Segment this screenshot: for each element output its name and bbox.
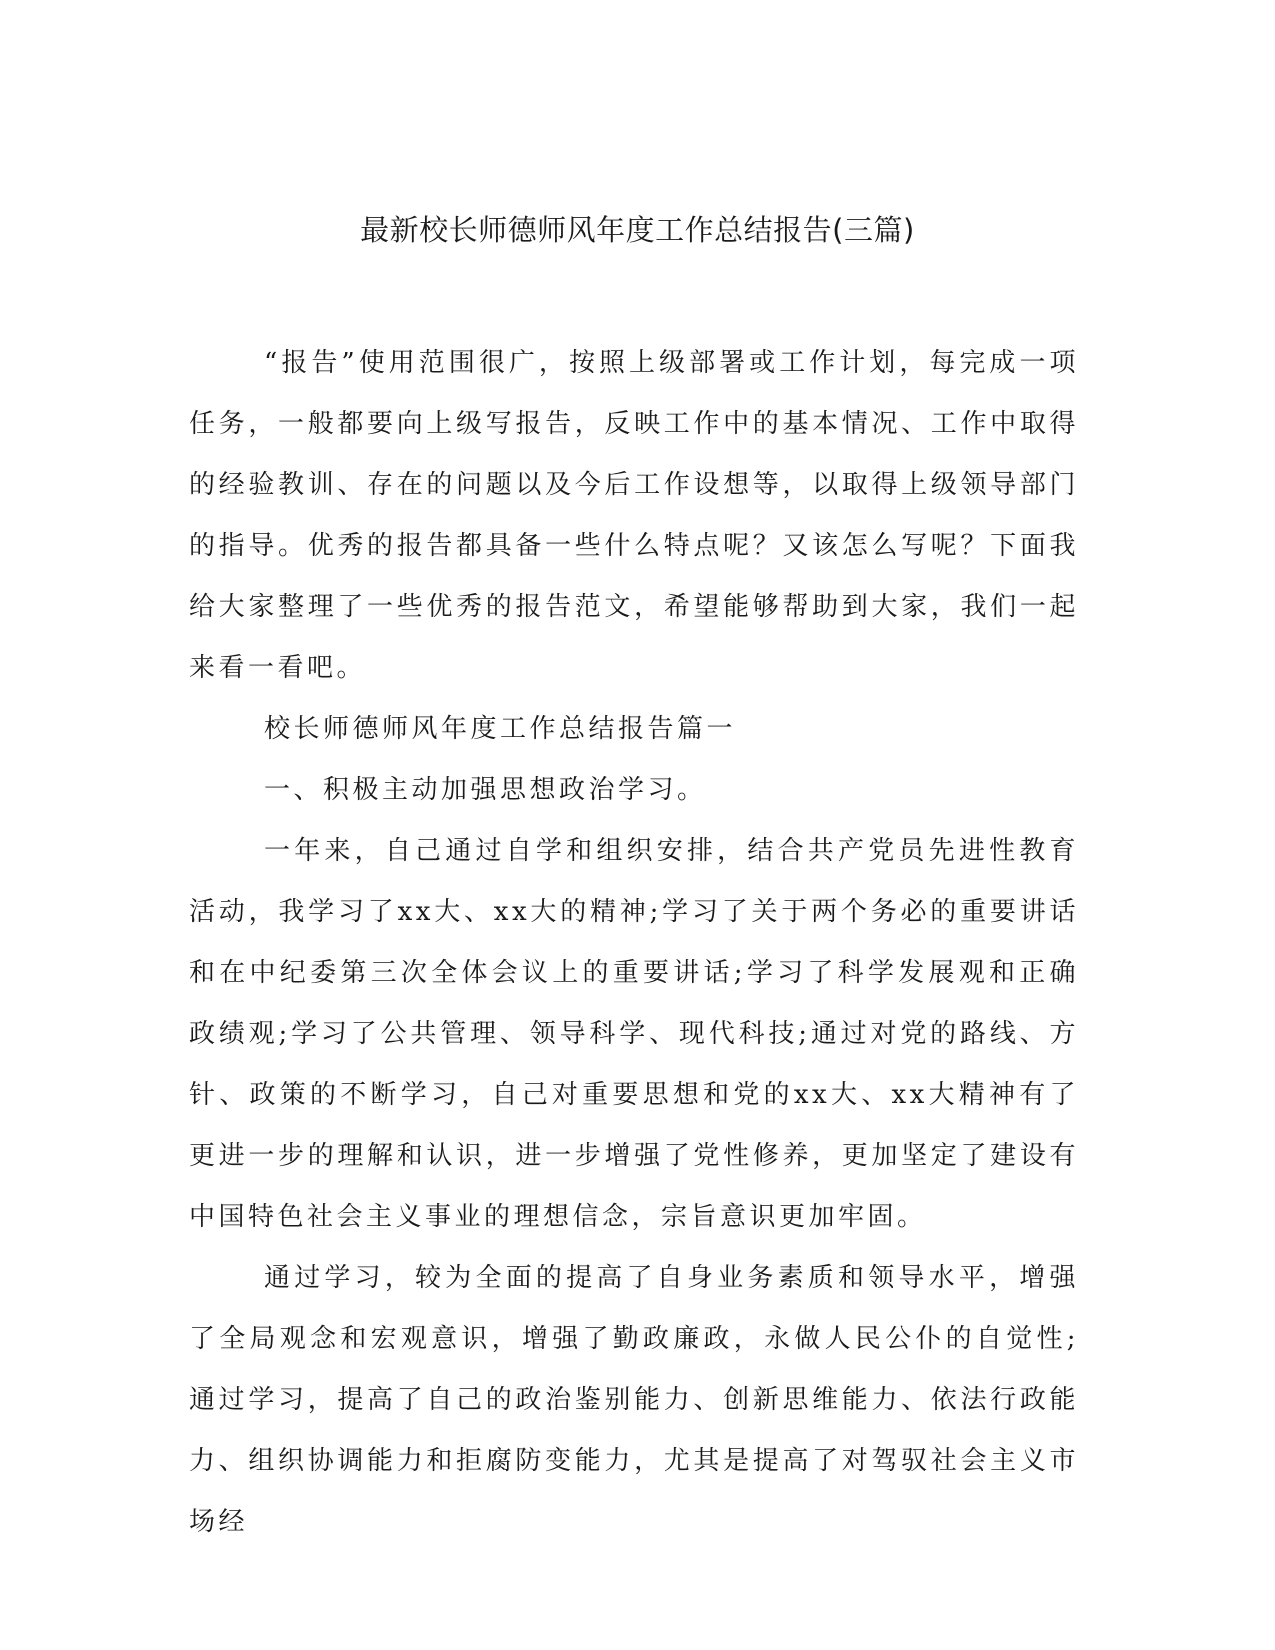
paragraph-intro: “报告”使用范围很广，按照上级部署或工作计划，每完成一项任务，一般都要向上级写报告，反映工作中的基本情况、工作中取得的经验教训、存在的问题以及今后工作设想等，以取得上级领导部门的指导。优秀的报告都具备一些什么特点呢？又该怎么写呢？下面我给大家整理了一些优秀的报告范文，希望能够帮助到大家，我们一起来看一看吧。 (189, 348, 1079, 683)
paragraph-results: 通过学习，较为全面的提高了自身业务素质和领导水平，增强了全局观念和宏观意识，增强了勤政廉政，永做人民公仆的自觉性;通过学习，提高了自己的政治鉴别能力、创新思维能力、依法行政能力、组织协调能力和拒腐防变能力，尤其是提高了对驾驭社会主义市场经 (189, 1263, 1079, 1537)
document-body (189, 333, 1079, 1553)
subsection-heading: 一、积极主动加强思想政治学习。 (264, 775, 707, 805)
paragraph-study: 一年来，自己通过自学和组织安排，结合共产党员先进性教育活动，我学习了xx大、xx大的精神;学习了关于两个务必的重要讲话和在中纪委第三次全体会议上的重要讲话;学习了科学发展观和正确政绩观;学习了公共管理、领导科学、现代科技;通过对党的路线、方针、政策的不断学习，自己对重要思想和党的xx大、xx大精神有了更进一步的理解和认识，进一步增强了党性修养，更加坚定了建设有中国特色社会主义事业的理想信念，宗旨意识更加牢固。 (189, 836, 1079, 1232)
section-heading: 校长师德师风年度工作总结报告篇一 (264, 714, 737, 744)
document-title: 最新校长师德师风年度工作总结报告(三篇) (360, 213, 915, 247)
